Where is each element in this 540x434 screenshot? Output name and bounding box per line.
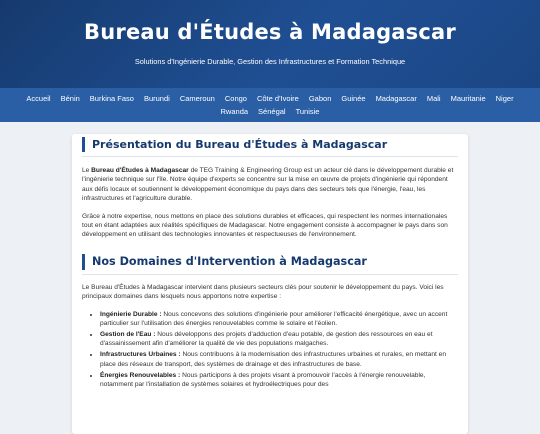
p1-text-start: Le (82, 167, 92, 174)
list-item (100, 350, 458, 369)
nav-item-mali[interactable]: Mali (426, 94, 441, 103)
nav-item-niger[interactable]: Niger (495, 94, 514, 103)
nav-item-mauritanie[interactable]: Mauritanie (450, 94, 486, 103)
p1-bold-name: Bureau d'Études à Madagascar (91, 167, 189, 174)
nav-item-cameroun[interactable]: Cameroun (179, 94, 215, 103)
site-title: Bureau d'Études à Madagascar (84, 20, 456, 44)
site-header (0, 0, 540, 88)
list-item-label: Ingénierie Durable : (100, 310, 162, 318)
content-card (72, 134, 468, 434)
domains-intro: Le Bureau d'Études à Madagascar intervient dans plusieurs secteurs clés pour soutenir le développement du pays. Voici les principaux domaines dans lesquels nous apportons notre expertise : (82, 283, 444, 301)
domains-list (82, 310, 458, 390)
list-item-text: Nous contribuons à la modernisation des infrastructures urbaines et rurales, en mettant en place des réseaux de transport, des systèmes de drainage et des infrastructures de base. (100, 351, 446, 368)
list-item-label: Infrastructures Urbaines : (100, 351, 181, 359)
nav-item-rwanda[interactable]: Rwanda (220, 107, 249, 116)
nav-item-accueil[interactable]: Accueil (26, 94, 51, 103)
presentation-paragraph-1 (82, 166, 458, 204)
domains-heading: Nos Domaines d'Intervention à Madagascar (82, 254, 458, 270)
p1-text-end: de TEG Training & Engineering Group est un acteur clé dans le développement durable et l'ingénierie technique sur l'île. Notre équipe d'experts se concentre sur la mise en œuvre de projets d'ingénierie qui répondent aux défis locaux et soutiennent le développement économique du pays dans des secteurs tels que l'énergie, l'eau, les infrastructures et l'agriculture durable. (82, 167, 454, 203)
nav-item-burundi[interactable]: Burundi (143, 94, 170, 103)
list-item (100, 310, 458, 329)
presentation-heading: Présentation du Bureau d'Études à Madagascar (82, 137, 458, 152)
nav-item-congo[interactable]: Congo (224, 94, 247, 103)
heading-divider (82, 156, 458, 157)
list-item-text: Nous développons des projets d'adduction d'eau potable, de gestion des ressources en eau et d'assainissement afin d'améliorer la qualité de vie des populations malgaches. (100, 330, 433, 348)
nav-item-senegal[interactable]: Sénégal (258, 107, 286, 116)
country-nav (0, 88, 540, 122)
list-item (100, 371, 458, 390)
nav-item-benin[interactable]: Bénin (60, 94, 80, 103)
presentation-paragraph-2: Grâce à notre expertise, nous mettons en place des solutions durables et efficaces, qui respectent les normes internationales tout en étant adaptées aux réalités spécifiques de Madagascar. Notre engagement consiste à accompagner le pays dans son développement en utilisant des technologies innovantes et respectueuses de l'environnement. (82, 212, 448, 239)
nav-item-gabon[interactable]: Gabon (308, 94, 332, 103)
list-item-text: Nous concevons des solutions d'ingénierie pour améliorer l'efficacité énergétique, avec un accent particulier sur l'utilisation des énergies renouvelables comme le solaire et l'éolien. (100, 310, 448, 328)
nav-item-madagascar[interactable]: Madagascar (375, 94, 417, 103)
list-item-text: Nous participons à des projets visant à promouvoir l'accès à l'énergie renouvelable, notamment par l'installation de systèmes solaires et hydroélectriques pour des (100, 371, 426, 388)
nav-item-burkina-faso[interactable]: Burkina Faso (89, 94, 134, 103)
list-item-label: Énergies Renouvelables : (100, 371, 181, 379)
nav-item-guinee[interactable]: Guinée (341, 94, 366, 103)
nav-item-tunisie[interactable]: Tunisie (295, 107, 320, 116)
heading-divider (82, 274, 458, 275)
list-item-label: Gestion de l'Eau : (100, 330, 156, 338)
list-item (100, 330, 458, 349)
nav-item-cote-divoire[interactable]: Côte d'Ivoire (256, 94, 299, 103)
site-subtitle: Solutions d'Ingénierie Durable, Gestion des Infrastructures et Formation Technique (134, 57, 406, 66)
